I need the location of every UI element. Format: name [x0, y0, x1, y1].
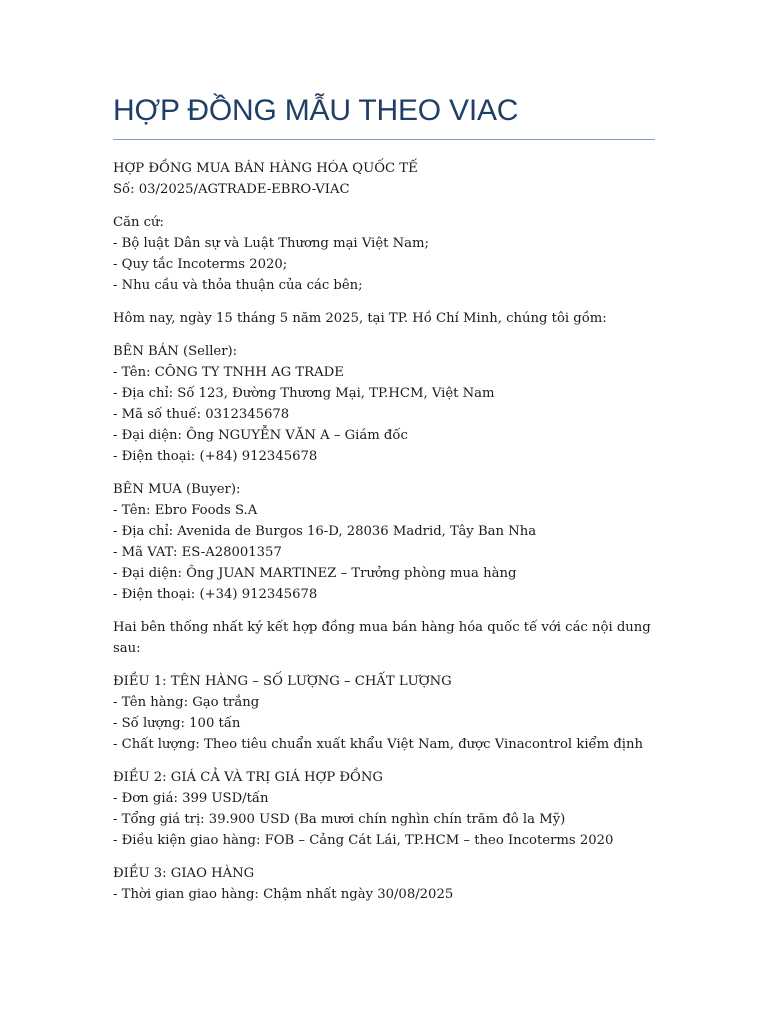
article-2-item: - Điều kiện giao hàng: FOB – Cảng Cát Lái, TP.HCM – theo Incoterms 2020: [113, 833, 614, 848]
buyer-heading: BÊN MUA (Buyer):: [113, 482, 241, 497]
article-2-item: - Đơn giá: 399 USD/tấn: [113, 791, 269, 806]
grounds-section: [113, 212, 658, 296]
article-1-item: - Số lượng: 100 tấn: [113, 716, 241, 731]
article-1-section: [113, 671, 658, 755]
agreement-section: [113, 617, 658, 659]
buyer-item: - Điện thoại: (+34) 912345678: [113, 587, 318, 602]
article-1-item: - Chất lượng: Theo tiêu chuẩn xuất khẩu Việt Nam, được Vinacontrol kiểm định: [113, 737, 643, 752]
document-title: HỢP ĐỒNG MẪU THEO VIAC: [113, 94, 519, 127]
grounds-item: - Bộ luật Dân sự và Luật Thương mại Việt Nam;: [113, 236, 429, 251]
document-body: [113, 158, 658, 917]
date-line: Hôm nay, ngày 15 tháng 5 năm 2025, tại TP. Hồ Chí Minh, chúng tôi gồm:: [113, 311, 607, 326]
article-3-item: - Thời gian giao hàng: Chậm nhất ngày 30/08/2025: [113, 887, 454, 902]
contract-name: HỢP ĐỒNG MUA BÁN HÀNG HÓA QUỐC TẾ: [113, 161, 418, 176]
seller-item: - Đại diện: Ông NGUYỄN VĂN A – Giám đốc: [113, 428, 408, 443]
agreement-line: Hai bên thống nhất ký kết hợp đồng mua bán hàng hóa quốc tế với các nội dung sau:: [113, 620, 651, 656]
buyer-item: - Mã VAT: ES-A28001357: [113, 545, 282, 560]
seller-item: - Điện thoại: (+84) 912345678: [113, 449, 318, 464]
grounds-item: - Nhu cầu và thỏa thuận của các bên;: [113, 278, 363, 293]
article-3-section: [113, 863, 658, 905]
seller-item: - Mã số thuế: 0312345678: [113, 407, 290, 422]
article-3-heading: ĐIỀU 3: GIAO HÀNG: [113, 866, 255, 881]
article-2-heading: ĐIỀU 2: GIÁ CẢ VÀ TRỊ GIÁ HỢP ĐỒNG: [113, 770, 383, 785]
article-2-section: [113, 767, 658, 851]
seller-item: - Tên: CÔNG TY TNHH AG TRADE: [113, 365, 344, 380]
seller-section: [113, 341, 658, 467]
seller-heading: BÊN BÁN (Seller):: [113, 344, 238, 359]
article-1-heading: ĐIỀU 1: TÊN HÀNG – SỐ LƯỢNG – CHẤT LƯỢNG: [113, 674, 452, 689]
grounds-heading: Căn cứ:: [113, 215, 164, 230]
grounds-item: - Quy tắc Incoterms 2020;: [113, 257, 288, 272]
contract-number: Số: 03/2025/AGTRADE-EBRO-VIAC: [113, 182, 350, 197]
buyer-item: - Địa chỉ: Avenida de Burgos 16-D, 28036 Madrid, Tây Ban Nha: [113, 524, 537, 539]
date-section: [113, 308, 658, 329]
buyer-item: - Đại diện: Ông JUAN MARTINEZ – Trưởng phòng mua hàng: [113, 566, 517, 581]
article-2-item: - Tổng giá trị: 39.900 USD (Ba mươi chín nghìn chín trăm đô la Mỹ): [113, 812, 566, 827]
seller-item: - Địa chỉ: Số 123, Đường Thương Mại, TP.HCM, Việt Nam: [113, 386, 495, 401]
buyer-item: - Tên: Ebro Foods S.A: [113, 503, 258, 518]
article-1-item: - Tên hàng: Gạo trắng: [113, 695, 260, 710]
title-underline: [113, 139, 655, 140]
buyer-section: [113, 479, 658, 605]
contract-header: [113, 158, 658, 200]
